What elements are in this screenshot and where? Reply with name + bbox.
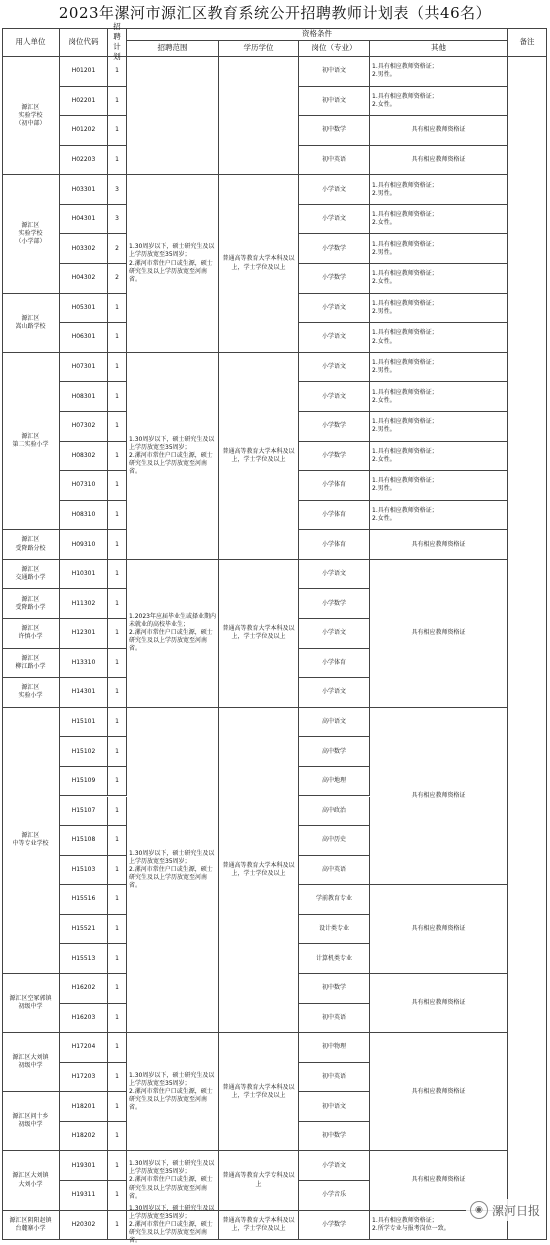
hire-count: 1 (108, 353, 127, 383)
degree-requirement: 普通高等教育大学本科及以上，学士学位及以上 (219, 1033, 299, 1151)
hire-count: 1 (108, 856, 127, 886)
job-code: H13310 (60, 649, 108, 679)
job-post: 高中语文 (299, 708, 370, 738)
job-post: 初中英语 (299, 146, 370, 176)
wechat-icon: ◉ (470, 1201, 488, 1219)
job-post: 高中政治 (299, 797, 370, 827)
watermark-text: 漯河日报 (491, 1203, 540, 1218)
hire-count: 1 (108, 116, 127, 146)
remark-cell (508, 57, 547, 1240)
job-code: H16202 (60, 974, 108, 1004)
job-code: H07310 (60, 471, 108, 501)
other-requirement: 1.具有相应教师资格证； 2.男性。 (370, 234, 508, 264)
other-requirement: 1.具有相应教师资格证； 2.男性。 (370, 294, 508, 324)
job-post: 小学语文 (299, 353, 370, 383)
other-requirement: 1.具有相应教师资格证； 2.男性。 (370, 353, 508, 383)
job-code: H14301 (60, 678, 108, 708)
job-code: H08310 (60, 501, 108, 531)
other-requirement: 具有相应教师资格证 (370, 885, 508, 974)
job-post: 初中数学 (299, 974, 370, 1004)
header-code: 岗位代码 (60, 28, 108, 57)
other-requirement: 1.具有相应教师资格证； 2.男性。 (370, 412, 508, 442)
job-post: 初中语文 (299, 57, 370, 87)
page-title: 2023年漯河市源汇区教育系统公开招聘教师计划表（共46名） (58, 4, 492, 22)
job-code: H12301 (60, 619, 108, 649)
job-post: 学前教育专业 (299, 885, 370, 915)
other-requirement: 具有相应教师资格证 (370, 974, 508, 1033)
header-unit: 用人单位 (2, 28, 60, 57)
job-post: 初中语文 (299, 1092, 370, 1122)
job-code: H02203 (60, 146, 108, 176)
other-requirement: 具有相应教师资格证 (370, 530, 508, 560)
degree-requirement: 普通高等教育大学本科及以上，学士学位及以上 (219, 353, 299, 560)
job-code: H15109 (60, 767, 108, 797)
job-post: 小学数学 (299, 442, 370, 472)
job-code: H18202 (60, 1122, 108, 1152)
degree-requirement: 普通高等教育大学本科及以上，学士学位及以上 (219, 175, 299, 352)
recruit-scope: 1.30周岁以下，硕士研究生及以上学历放宽至35周岁； 2.漯河市常住户口或生源，硕士研究生及以上学历放宽至河南省。 (127, 708, 219, 1033)
other-requirement: 具有相应教师资格证 (370, 116, 508, 146)
job-code: H19301 (60, 1151, 108, 1181)
job-post: 小学体育 (299, 530, 370, 560)
unit-name: 源汇区空冢郭镇 初级中学 (2, 974, 60, 1033)
other-requirement: 1.具有相应教师资格证； 2.女性。 (370, 501, 508, 531)
hire-count: 1 (108, 146, 127, 176)
job-post: 小学语文 (299, 205, 370, 235)
job-post: 小学语文 (299, 560, 370, 590)
header-plan: 招聘 计划 (108, 28, 127, 57)
watermark (466, 1199, 544, 1221)
hire-count: 1 (108, 1063, 127, 1093)
other-requirement: 具有相应教师资格证 (370, 708, 508, 885)
other-requirement: 1.具有相应教师资格证； 2.女性。 (370, 87, 508, 117)
hire-count: 1 (108, 1122, 127, 1152)
job-code: H15513 (60, 944, 108, 974)
recruit-scope: 1.2023年应届毕业生或择业期内未就业的高校毕业生； 2.漯河市常住户口或生源，硕士研究生及以上学历放宽至河南省。 (127, 560, 219, 708)
job-code: H05301 (60, 294, 108, 324)
job-code: H19311 (60, 1181, 108, 1211)
hire-count: 1 (108, 501, 127, 531)
hire-count: 1 (108, 1211, 127, 1241)
other-requirement: 具有相应教师资格证 (370, 146, 508, 176)
other-requirement: 具有相应教师资格证 (370, 1151, 508, 1210)
header-conditions: 资格条件 (127, 28, 508, 41)
hire-count: 1 (108, 294, 127, 324)
unit-name: 源汇区 第二实验小学 (2, 353, 60, 530)
hire-count: 2 (108, 264, 127, 294)
job-code: H03301 (60, 175, 108, 205)
job-code: H11302 (60, 589, 108, 619)
job-post: 高中地理 (299, 767, 370, 797)
job-code: H10301 (60, 560, 108, 590)
hire-count: 1 (108, 678, 127, 708)
hire-count: 1 (108, 619, 127, 649)
unit-name: 源汇区 中等专业学校 (2, 708, 60, 974)
job-post: 小学体育 (299, 501, 370, 531)
job-code: H02201 (60, 87, 108, 117)
unit-name: 源汇区 实验学校 （小学部） (2, 175, 60, 293)
job-code: H08302 (60, 442, 108, 472)
job-code: H15102 (60, 737, 108, 767)
header-scope: 招聘范围 (127, 41, 219, 57)
hire-count: 1 (108, 1151, 127, 1181)
unit-name: 源汇区 实验小学 (2, 678, 60, 708)
unit-name: 源汇区 嵩山路学校 (2, 294, 60, 353)
job-code: H07302 (60, 412, 108, 442)
job-post: 小学数学 (299, 412, 370, 442)
hire-count: 1 (108, 649, 127, 679)
header-degree: 学历学位 (219, 41, 299, 57)
other-requirement: 1.具有相应教师资格证； 2.女性。 (370, 382, 508, 412)
job-code: H20302 (60, 1211, 108, 1241)
other-requirement: 1.具有相应教师资格证； 2.男性。 (370, 57, 508, 87)
hire-count: 1 (108, 1181, 127, 1211)
recruit-scope: 1.30周岁以下，硕士研究生及以上学历放宽至35周岁； 2.漯河市常住户口或生源，硕士研究生及以上学历放宽至河南省。 (127, 1033, 219, 1151)
job-code: H07301 (60, 353, 108, 383)
degree-requirement: 普通高等教育大学本科及以上，学士学位及以上 (219, 708, 299, 1033)
job-post: 高中数学 (299, 737, 370, 767)
job-post: 小学语文 (299, 1151, 370, 1181)
other-requirement: 1.具有相应教师资格证； 2.女性。 (370, 323, 508, 353)
hire-count: 1 (108, 412, 127, 442)
hire-count: 1 (108, 737, 127, 767)
unit-name: 源汇区 柳江路小学 (2, 649, 60, 679)
hire-count: 2 (108, 234, 127, 264)
job-post: 小学数学 (299, 234, 370, 264)
hire-count: 1 (108, 530, 127, 560)
hire-count: 1 (108, 826, 127, 856)
job-code: H16203 (60, 1004, 108, 1034)
hire-count: 1 (108, 797, 127, 827)
other-requirement: 1.具有相应教师资格证； 2.男性。 (370, 471, 508, 501)
job-post: 小学体育 (299, 649, 370, 679)
header-remark: 备注 (508, 28, 547, 57)
job-code: H15108 (60, 826, 108, 856)
job-code: H17203 (60, 1063, 108, 1093)
degree-requirement: 普通高等教育大学本科及以上，学士学位及以上 (219, 560, 299, 708)
recruit-scope (127, 57, 219, 175)
unit-name: 源汇区 实验学校 （初中部） (2, 57, 60, 175)
header-other: 其他 (370, 41, 508, 57)
job-code: H15521 (60, 915, 108, 945)
other-requirement: 1.具有相应教师资格证； 2.所学专业与报考岗位一致。 (370, 1211, 508, 1241)
job-code: H04302 (60, 264, 108, 294)
job-code: H15103 (60, 856, 108, 886)
job-post: 高中英语 (299, 856, 370, 886)
other-requirement: 1.具有相应教师资格证； 2.男性。 (370, 175, 508, 205)
job-post: 小学数学 (299, 589, 370, 619)
hire-count: 3 (108, 175, 127, 205)
other-requirement: 具有相应教师资格证 (370, 1033, 508, 1151)
hire-count: 1 (108, 767, 127, 797)
hire-count: 1 (108, 885, 127, 915)
unit-name: 源汇区 许慎小学 (2, 619, 60, 649)
job-post: 初中数学 (299, 116, 370, 146)
hire-count: 1 (108, 1092, 127, 1122)
job-code: H09310 (60, 530, 108, 560)
hire-count: 1 (108, 708, 127, 738)
job-post: 初中英语 (299, 1004, 370, 1034)
job-post: 初中数学 (299, 1122, 370, 1152)
other-requirement: 1.具有相应教师资格证； 2.女性。 (370, 264, 508, 294)
job-post: 小学体育 (299, 471, 370, 501)
job-post: 小学语文 (299, 678, 370, 708)
job-code: H03302 (60, 234, 108, 264)
degree-requirement: 普通高等教育大学本科及以上，学士学位及以上 (219, 1211, 299, 1241)
hire-count: 1 (108, 57, 127, 87)
job-code: H15516 (60, 885, 108, 915)
job-post: 小学语文 (299, 175, 370, 205)
other-requirement: 具有相应教师资格证 (370, 560, 508, 708)
recruit-scope: 1.30周岁以下，硕士研究生及以上学历放宽至35周岁； 2.漯河市常住户口或生源，硕士研究生及以上学历放宽至河南省。 (127, 1151, 219, 1210)
job-post: 小学语文 (299, 382, 370, 412)
recruit-scope: 1.30周岁以下，硕士研究生及以上学历放宽至35周岁； 2.漯河市常住户口或生源，硕士研究生及以上学历放宽至河南省。 (127, 1211, 219, 1241)
degree-requirement (219, 57, 299, 175)
hire-count: 1 (108, 974, 127, 1004)
job-post: 小学语文 (299, 323, 370, 353)
unit-name: 源汇区 受降路分校 (2, 530, 60, 560)
job-code: H15107 (60, 797, 108, 827)
unit-name: 源汇区阴阳赵镇 台麓寨小学 (2, 1211, 60, 1241)
hire-count: 1 (108, 944, 127, 974)
job-post: 初中语文 (299, 87, 370, 117)
hire-count: 1 (108, 87, 127, 117)
hire-count: 1 (108, 382, 127, 412)
unit-name: 源汇区问十乡 初级中学 (2, 1092, 60, 1151)
hire-count: 1 (108, 1033, 127, 1063)
job-post: 初中英语 (299, 1063, 370, 1093)
other-requirement: 1.具有相应教师资格证； 2.女性。 (370, 442, 508, 472)
hire-count: 1 (108, 915, 127, 945)
hire-count: 1 (108, 442, 127, 472)
unit-name: 源汇区 交通路小学 (2, 560, 60, 590)
job-post: 小学语文 (299, 619, 370, 649)
hire-count: 1 (108, 1004, 127, 1034)
degree-requirement: 普通高等教育大学专科及以上 (219, 1151, 299, 1210)
job-code: H18201 (60, 1092, 108, 1122)
job-post: 初中物理 (299, 1033, 370, 1063)
unit-name: 源汇区大刘镇 大刘小学 (2, 1151, 60, 1210)
job-post: 小学数学 (299, 1211, 370, 1241)
hire-count: 3 (108, 205, 127, 235)
hire-count: 1 (108, 471, 127, 501)
job-post: 高中历史 (299, 826, 370, 856)
job-post: 计算机类专业 (299, 944, 370, 974)
unit-name: 源汇区大刘镇 初级中学 (2, 1033, 60, 1092)
hire-count: 1 (108, 589, 127, 619)
job-code: H01202 (60, 116, 108, 146)
job-post: 小学音乐 (299, 1181, 370, 1211)
header-post: 岗位（专业） (299, 41, 370, 57)
job-code: H04301 (60, 205, 108, 235)
job-code: H06301 (60, 323, 108, 353)
recruit-scope: 1.30周岁以下，硕士研究生及以上学历放宽至35周岁； 2.漯河市常住户口或生源，硕士研究生及以上学历放宽至河南省。 (127, 175, 219, 352)
job-post: 小学语文 (299, 294, 370, 324)
job-post: 小学数学 (299, 264, 370, 294)
recruit-scope: 1.30周岁以下，硕士研究生及以上学历放宽至35周岁； 2.漯河市常住户口或生源，硕士研究生及以上学历放宽至河南省。 (127, 353, 219, 560)
job-code: H17204 (60, 1033, 108, 1063)
hire-count: 1 (108, 560, 127, 590)
job-code: H15101 (60, 708, 108, 738)
hire-count: 1 (108, 323, 127, 353)
unit-name: 源汇区 受降路小学 (2, 589, 60, 619)
job-code: H01201 (60, 57, 108, 87)
job-code: H08301 (60, 382, 108, 412)
other-requirement: 1.具有相应教师资格证； 2.女性。 (370, 205, 508, 235)
job-post: 设计类专业 (299, 915, 370, 945)
